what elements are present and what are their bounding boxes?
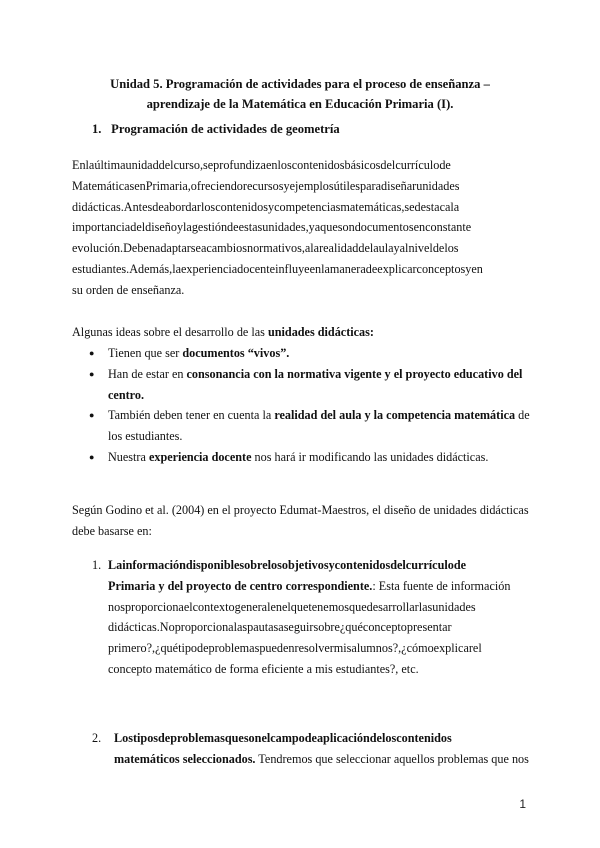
godino-line: debe basarse en:: [72, 523, 152, 538]
bullet-bold: experiencia docente: [148, 449, 252, 464]
godino-line: Según Godino et al. (2004) en el proyecto Edumat-Maestros, el diseño de unidades didácticas: [72, 503, 529, 517]
bullet-text-post: de: [515, 408, 530, 423]
list-item: [72, 343, 532, 364]
bullet-text-post: nos hará ir modificando las unidades didácticas.: [251, 449, 489, 464]
ideas-bullet-list: [72, 343, 532, 468]
bullet-bold-cont: centro.: [108, 387, 144, 402]
section-number: 1.: [92, 122, 102, 136]
section-title: Programación de actividades de geometría: [111, 122, 340, 136]
list-item: [72, 364, 532, 406]
bullet-bold: consonancia con la normativa vigente y el proyecto educativo del: [186, 366, 523, 381]
bullet-bold: documentos “vivos”.: [182, 346, 290, 360]
bullet-text: Tienen que ser: [108, 346, 183, 360]
bullet-icon: ●: [89, 451, 95, 462]
item-line: primero?,¿quétipodeproblemaspuedenresolvermisalumnos?,¿cómoexplicarel: [108, 641, 482, 656]
item-line: nosproporcionaelcontextogeneralenelquetenemosquedesarrollarlasunidades: [108, 599, 476, 614]
bullet-icon: ●: [89, 348, 95, 358]
list-item: [72, 405, 532, 447]
title-line-1: Unidad 5. Programación de actividades para el proceso de enseñanza –: [110, 77, 490, 91]
intro-line: Enlaúltimaunidaddelcurso,seprofundizaenloscontenidosbásicosdelcurrículode: [72, 158, 451, 172]
item-line: didácticas.Noproporcionalaspautasaseguirsobre¿quéconceptopresentar: [108, 620, 452, 635]
intro-line: su orden de enseñanza.: [72, 282, 185, 297]
bullet-text: Han de estar en: [108, 366, 187, 381]
item-text: Tendremos que seleccionar aquellos problemas que nos: [255, 751, 529, 766]
section-heading: [92, 122, 340, 137]
bullet-text: También deben tener en cuenta la: [108, 408, 275, 423]
ideas-lead-text: Algunas ideas sobre el desarrollo de las: [72, 325, 268, 339]
item-number: 2.: [92, 731, 102, 745]
item-bold-text: Primaria y del proyecto de centro correspondiente.: [108, 578, 373, 593]
bullet-text-cont: los estudiantes.: [108, 429, 183, 444]
bullet-text: Nuestra: [108, 449, 149, 464]
item-bold-line: Lainformacióndisponiblesobrelosobjetivosycontenidosdelcurrículode: [108, 558, 467, 572]
intro-line: MatemáticasenPrimaria,ofreciendorecursosyejemplosútilesparadiseñarunidades: [72, 178, 460, 193]
title-line-2: aprendizaje de la Matemática en Educación Primaria (I).: [146, 97, 454, 111]
bullet-icon: ●: [89, 368, 95, 379]
godino-paragraph: [72, 500, 528, 542]
ideas-lead: [72, 322, 528, 343]
intro-paragraph: [72, 155, 528, 301]
item-bold-line: Lostiposdeproblemasquesonelcampodeaplicacióndeloscontenidos: [114, 731, 452, 745]
intro-line: estudiantes.Además,laexperienciadocenteinfluyeenlamaneradeexplicarconceptosyen: [72, 261, 483, 276]
item-number: 1.: [92, 558, 102, 572]
bullet-bold: realidad del aula y la competencia matemática: [274, 408, 516, 423]
ideas-lead-bold: unidades didácticas:: [267, 325, 374, 339]
numbered-item-1: [92, 555, 528, 680]
item-bold-text: matemáticos seleccionados.: [114, 751, 256, 766]
intro-line: didácticas.Antesdeabordarloscontenidosycompetenciasmatemáticas,sedestacala: [72, 199, 460, 214]
item-line: concepto matemático de forma eficiente a mis estudiantes?, etc.: [108, 661, 419, 676]
item-text: : Esta fuente de información: [372, 578, 511, 593]
list-item: [72, 447, 532, 468]
bullet-icon: ●: [89, 410, 95, 421]
page-number: 1: [519, 797, 526, 811]
page-title: [72, 74, 528, 114]
intro-line: importanciadeldiseñoylagestióndeestasunidades,yaquesondocumentosenconstante: [72, 220, 472, 235]
intro-line: evolución.Debenadaptarseacambiosnormativos,alarealidaddelaulayalniveldelos: [72, 241, 459, 256]
numbered-item-2: [92, 728, 528, 770]
